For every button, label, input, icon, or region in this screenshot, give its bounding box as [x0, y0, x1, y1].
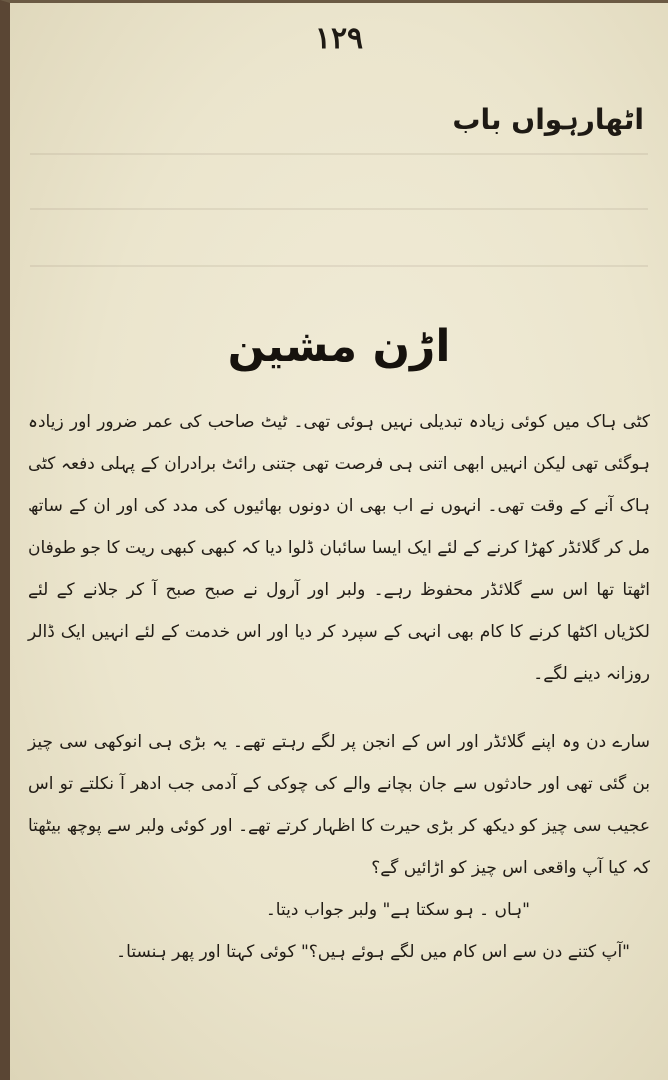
chapter-title: اڑن مشین	[227, 321, 451, 372]
paragraph: کٹی ہاک میں کوئی زیادہ تبدیلی نہیں ہوئی تھی۔ ٹیٹ صاحب کی عمر ضرور اور زیادہ ہوگئی تھی لیکن انہیں ابھی اتنی ہی فرصت تھی جتنی رائٹ برادران کے پہلی دفعہ کٹی ہاک آنے کے وقت تھی۔ انہوں نے اب بھی ان دونوں بھائیوں کی مدد کی اور ان کے ساتھ مل کر گلائڈر کھڑا کرنے کے لئے ایک ایسا سائبان ڈلوا دیا کہ کبھی کبھی ریت کا جو طوفان اٹھتا تھا اس سے گلائڈر محفوظ رہے۔ ولبر اور آرول نے صبح صبح آ کر جلانے کے لئے لکڑیاں اکٹھا کرنے کا کام بھی انہی کے سپرد کر دیا اور اس خدمت کے لئے انہیں ایک ڈالر روزانہ دینے لگے۔	[28, 412, 650, 684]
show-through-line	[30, 265, 648, 267]
show-through-line	[30, 208, 648, 210]
show-through-line	[30, 153, 648, 155]
paragraph: سارے دن وہ اپنے گلائڈر اور اس کے انجن پر لگے رہتے تھے۔ یہ بڑی ہی انوکھی سی چیز بن گئی تھی اور حادثوں سے جان بچانے والے کی چوکی کے آدمی جب ادھر آ نکلتے تو اس عجیب سی چیز کو دیکھ کر بڑی حیرت کا اظہار کرتے تھے۔ اور کوئی ولبر سے پوچھ بیٹھتا کہ کیا آپ واقعی اس چیز کو اڑائیں گے؟	[28, 732, 650, 878]
body-text	[28, 401, 650, 973]
page-number: ۱۲۹	[314, 21, 364, 56]
dialog-line: "ہاں ۔ ہو سکتا ہے" ولبر جواب دیتا۔	[265, 900, 530, 920]
chapter-heading: اٹھارہواں باب	[452, 103, 644, 136]
dialog-line: "آپ کتنے دن سے اس کام میں لگے ہوئے ہیں؟" کوئی کہتا اور پھر ہنستا۔	[116, 942, 630, 962]
